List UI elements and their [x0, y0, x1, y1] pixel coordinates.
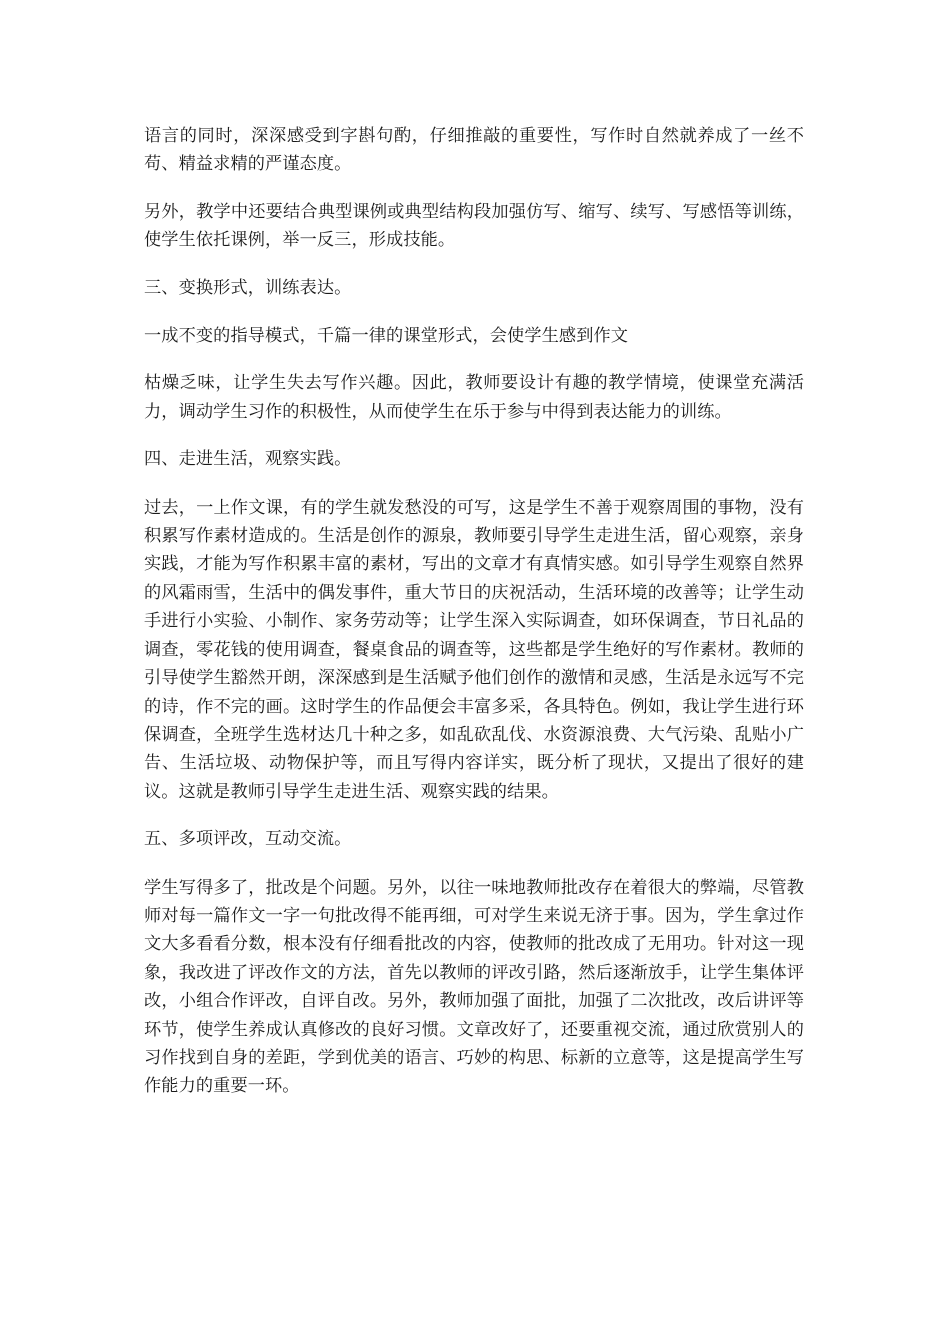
paragraph-3: 一成不变的指导模式，千篇一律的课堂形式，会使学生感到作文 [144, 326, 629, 347]
section-heading-5: 五、多项评改，互动交流。 [144, 829, 352, 850]
paragraph-5: 过去，一上作文课，有的学生就发愁没的可写，这是学生不善于观察周围的事物，没有积累写作素材造成的。生活是创作的源泉，教师要引导学生走进生活，留心观察，亲身实践，才能为写作积累丰富的素材，写出的文章才有真情实感。如引导学生观察自然界的风霜雨雪，生活中的偶发事件，重大节日的庆祝活动，生活环境的改善等；让学生动手进行小实验、小制作、家务劳动等；让学生深入实际调查，如环保调查，节日礼品的调查，零花钱的使用调查，餐桌食品的调查等，这些都是学生绝好的写作素材。教师的引导使学生豁然开朗，深深感到是生活赋予他们创作的激情和灵感，生活是永远写不完的诗，作不完的画。这时学生的作品便会丰富多采，各具特色。例如，我让学生进行环保调查，全班学生选材达几十种之多，如乱砍乱伐、水资源浪费、大气污染、乱贴小广告、生活垃圾、动物保护等，而且写得内容详实，既分析了现状，又提出了很好的建议。这就是教师引导学生走进生活、观察实践的结果。 [144, 497, 804, 802]
paragraph-6: 学生写得多了，批改是个问题。另外，以往一味地教师批改存在着很大的弊端，尽管教师对每一篇作文一字一句批改得不能再细，可对学生来说无济于事。因为，学生拿过作文大多看看分数，根本没有仔细看批改的内容，使教师的批改成了无用功。针对这一现象，我改进了评改作文的方法，首先以教师的评改引路，然后逐渐放手，让学生集体评改，小组合作评改，自评自改。另外，教师加强了面批，加强了二次批改，改后讲评等环节，使学生养成认真修改的良好习惯。文章改好了，还要重视交流，通过欣赏别人的习作找到自身的差距，学到优美的语言、巧妙的构思、标新的立意等，这是提高学生写作能力的重要一环。 [144, 877, 804, 1097]
section-heading-3: 三、变换形式，训练表达。 [144, 277, 352, 298]
paragraph-1: 语言的同时，深深感受到字斟句酌，仔细推敲的重要性，写作时自然就养成了一丝不苟、精益求精的严谨态度。 [144, 126, 804, 175]
paragraph-4: 枯燥乏味，让学生失去写作兴趣。因此，教师要设计有趣的教学情境，使课堂充满活力，调动学生习作的积极性，从而使学生在乐于参与中得到表达能力的训练。 [144, 373, 804, 422]
document-body [144, 122, 804, 1120]
section-heading-4: 四、走进生活，观察实践。 [144, 449, 352, 470]
paragraph-2: 另外，教学中还要结合典型课例或典型结构段加强仿写、缩写、续写、写感悟等训练，使学生依托课例，举一反三，形成技能。 [144, 201, 804, 251]
